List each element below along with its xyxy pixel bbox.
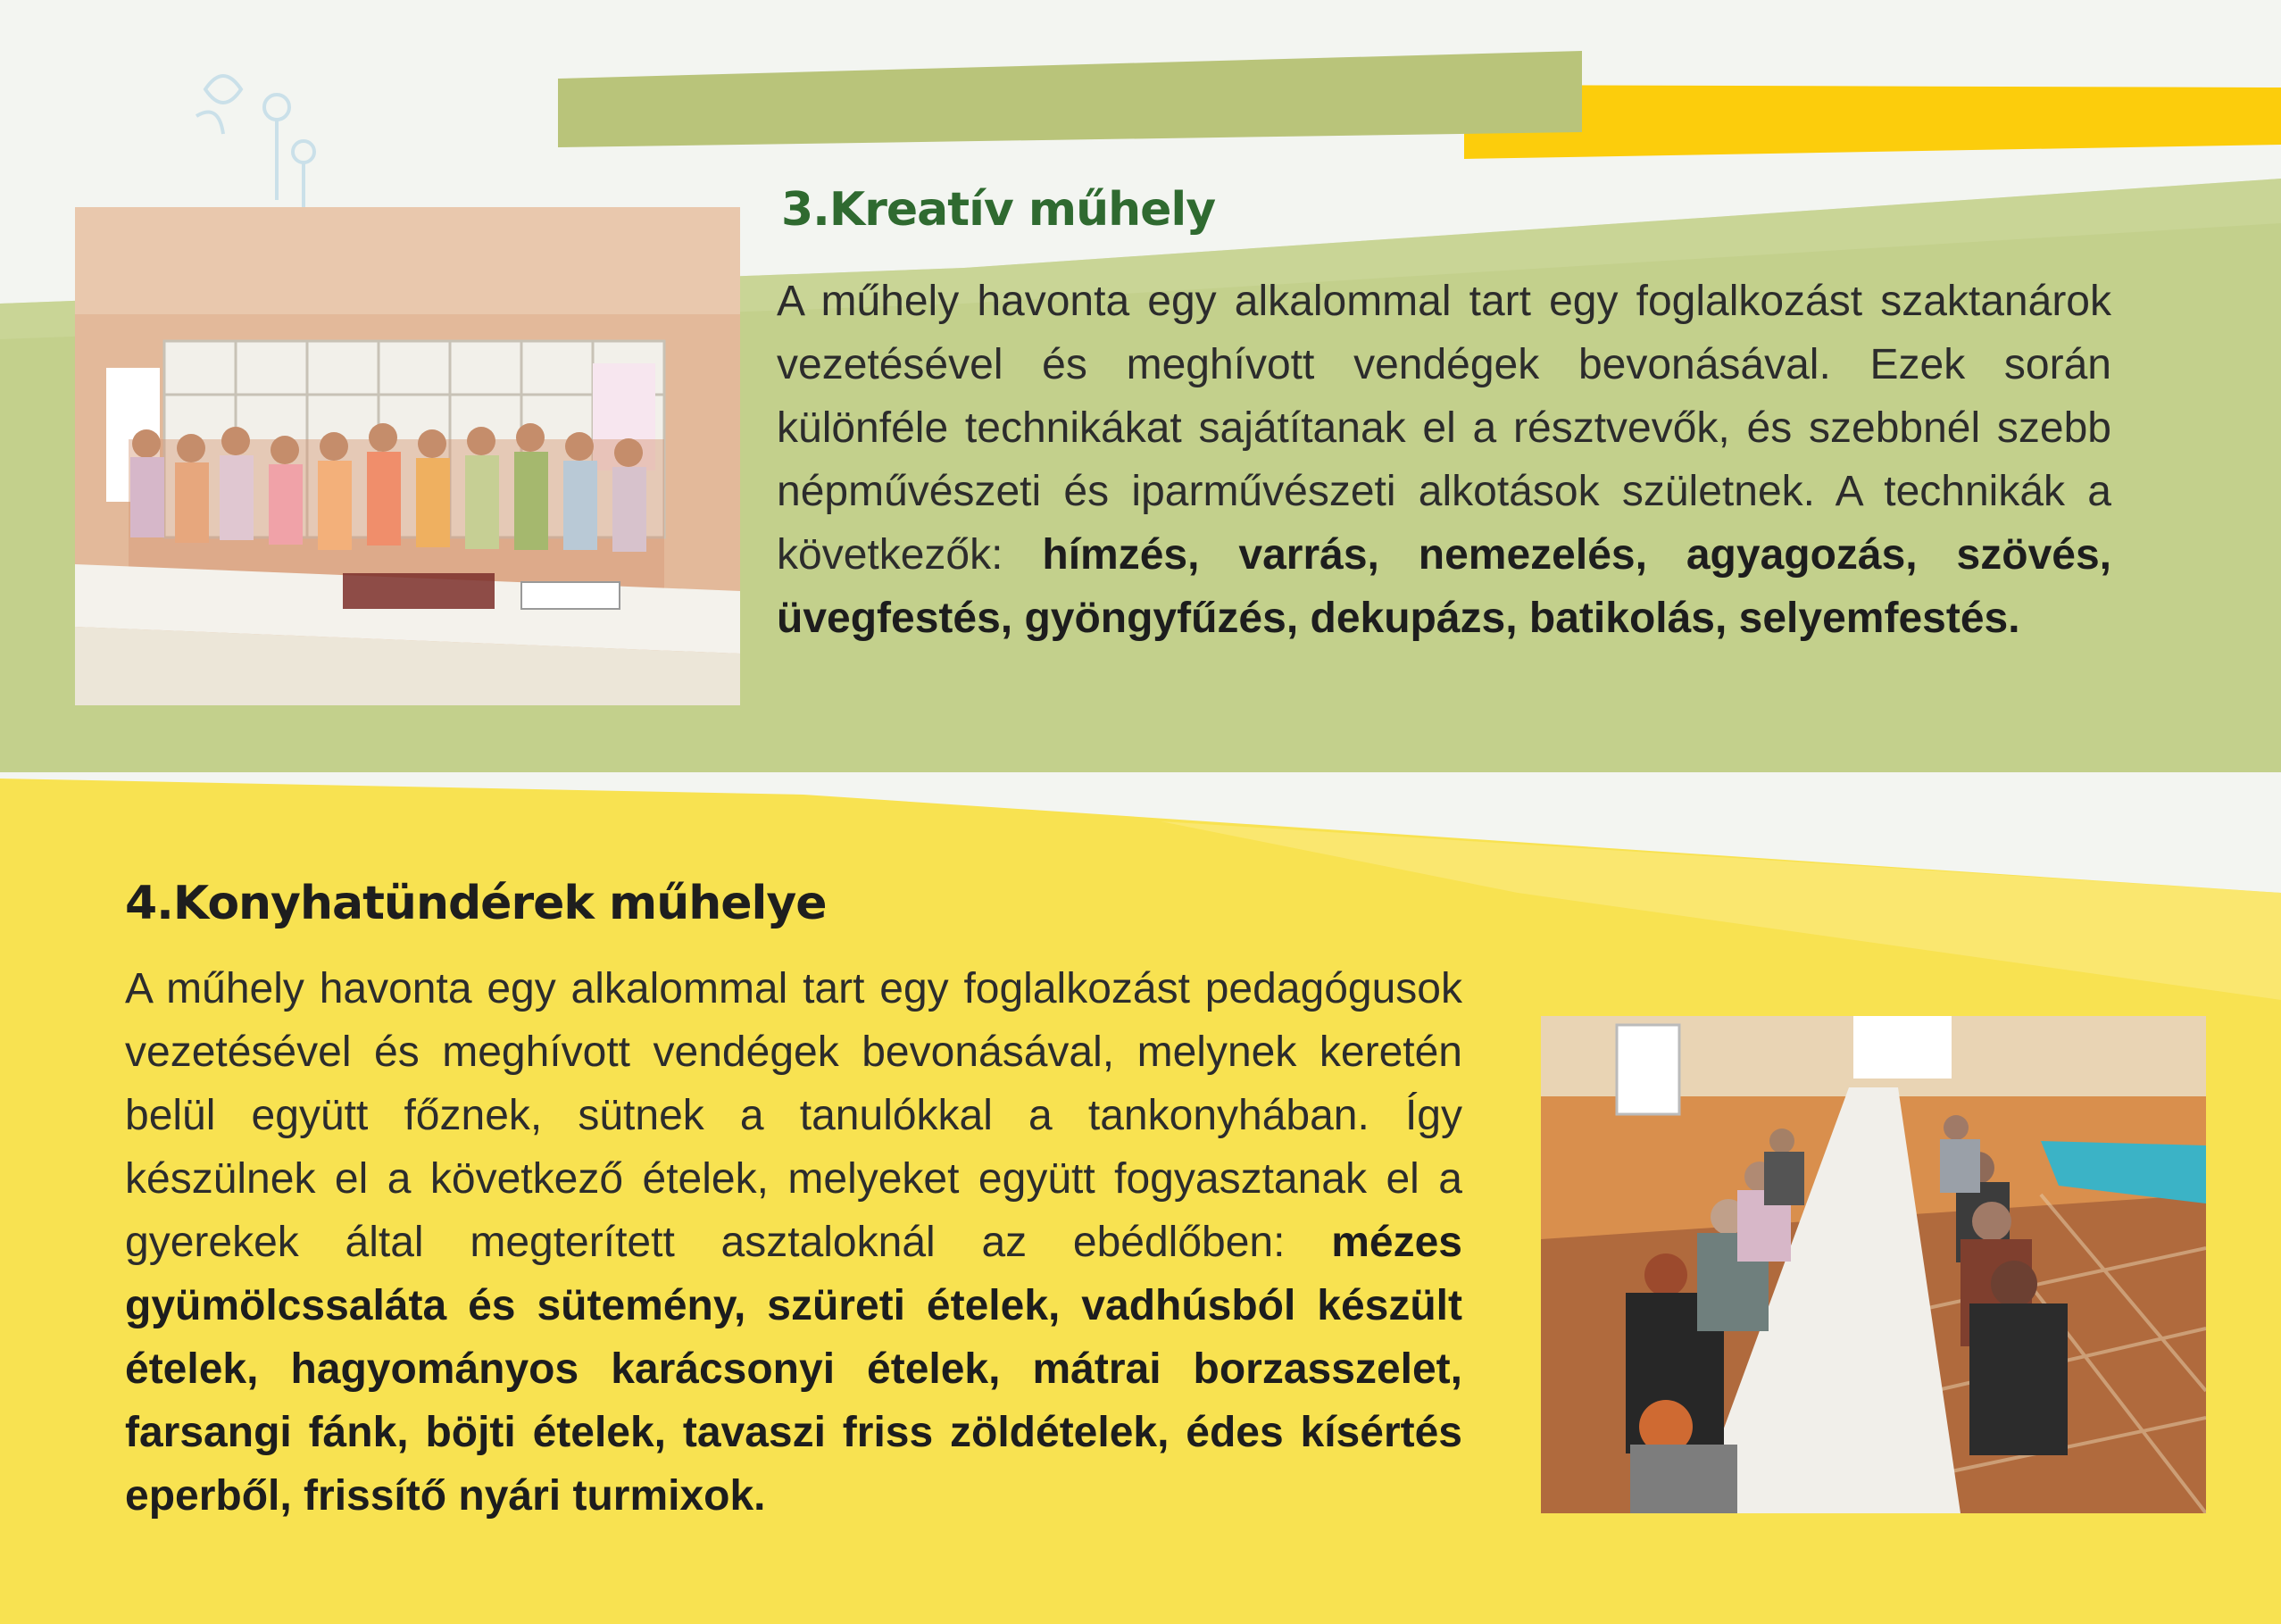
section-3-title: 3.Kreatív műhely (781, 183, 1216, 237)
section-3-techniques-list: hímzés, varrás, nemezelés, agyagozás, szövés, üvegfestés, gyöngyfűzés, dekupázs, batikolás, selyemfestés. (777, 531, 2111, 642)
section-4-dishes-list: mézes gyümölcssaláta és sütemény, szüreti ételek, vadhúsból készült ételek, hagyományos karácsonyi ételek, mátrai borzasszelet, farsangi fánk, böjti ételek, tavaszi friss zöldételek, édes kísértés eperből, frissítő nyári turmixok. (125, 1219, 1462, 1520)
section-3-intro-text: A műhely havonta egy alkalommal tart egy foglalkozást szaktanárok vezetésével és meghívott vendégek bevonásával. Ezek során különféle technikákat sajátítanak el a résztvevők, és szebbnél szebb népművészeti és iparművészeti alkotások születnek. A technikák a következők: (777, 278, 2111, 579)
section-3-description (777, 270, 2111, 650)
section-4-intro-text: A műhely havonta egy alkalommal tart egy foglalkozást pedagógusok vezetésével és meghívott vendégek bevonásával, melynek keretén belül együtt főznek, sütnek a tanulókkal a tankonyhában. Így készülnek el a következő ételek, melyeket együtt fogyasztanak el a gyerekek által megterített asztaloknál az ebédlőben: (125, 965, 1462, 1266)
section-4-description (125, 957, 1462, 1528)
dining-hall-photo (1541, 1016, 2206, 1513)
craft-workshop-photo (75, 207, 740, 705)
section-4-title: 4.Konyhatündérek műhelye (125, 877, 827, 930)
